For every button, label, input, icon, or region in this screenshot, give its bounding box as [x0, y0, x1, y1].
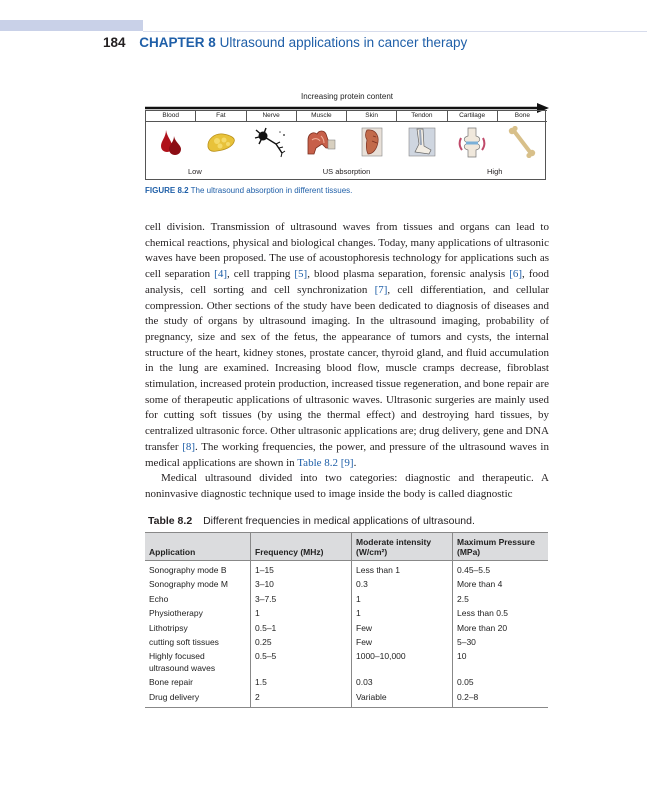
fat-icon: [196, 122, 246, 162]
tissue-label-cartilage: Cartilage: [448, 111, 498, 121]
muscle-arm-icon: [296, 122, 346, 162]
table-title: [148, 515, 475, 527]
cell-intensity: Few: [352, 621, 453, 635]
cell-application: Drug delivery: [145, 690, 251, 707]
cell-frequency: 3–10: [251, 578, 352, 592]
cell-application: Physiotherapy: [145, 607, 251, 621]
figure-ultrasound-absorption: [145, 92, 549, 182]
cell-pressure: 0.45–5.5: [457, 565, 491, 575]
cell-pressure: More than 4: [457, 579, 503, 590]
text-run: , food analysis, cell sorting and cell synchronization: [145, 268, 549, 296]
cell-intensity: Few: [352, 636, 453, 650]
citation-link[interactable]: [7]: [374, 283, 388, 296]
body-text: [145, 220, 549, 503]
tissue-icon-row: [146, 122, 547, 162]
skin-face-icon: [347, 122, 397, 162]
cell-application: Bone repair: [145, 676, 251, 690]
cell-pressure: 0.2–8: [453, 690, 549, 707]
table-row: [145, 636, 548, 650]
table-row: [145, 592, 548, 606]
cell-frequency: 1: [251, 607, 352, 621]
cell-frequency: 1.5: [251, 676, 352, 690]
cell-application: Sonography mode M: [145, 578, 251, 592]
header-color-band: [0, 20, 143, 31]
text-run: cell division. Transmission of ultrasound waves from tissues and organs can lead to chemical reactions, physical and biological changes. Today, many applications of ultrasonic waves have been proposed. The use of acoustophoresis technology for applications such as cell separation: [145, 221, 549, 281]
table-row: [145, 607, 548, 621]
table-label: Table 8.2: [148, 515, 193, 527]
scale-low-label: Low: [188, 167, 202, 176]
table-row: [145, 621, 548, 635]
cell-frequency: 0.25: [251, 636, 352, 650]
citation-link[interactable]: [9]: [340, 456, 354, 469]
scale-axis-label: US absorption: [322, 167, 371, 176]
chapter-title: Ultrasound applications in cancer therapy: [219, 35, 468, 50]
table-row: [145, 578, 548, 592]
citation-link[interactable]: [5]: [294, 268, 308, 281]
header-application: Application: [145, 533, 251, 561]
citation-link[interactable]: [4]: [214, 268, 227, 281]
cell-frequency: 3–7.5: [251, 592, 352, 606]
bone-icon: [497, 122, 547, 162]
cell-application: Lithotripsy: [145, 621, 251, 635]
figure-caption: [145, 186, 352, 195]
header-rule: [143, 31, 647, 32]
scale-high-label: High: [487, 167, 503, 176]
table-row: [145, 561, 548, 578]
cell-frequency: 0.5–1: [251, 621, 352, 635]
cell-application: Echo: [145, 592, 251, 606]
cell-intensity: 0.3: [352, 578, 453, 592]
running-header: [103, 35, 467, 50]
cell-intensity: 1: [352, 607, 453, 621]
cell-pressure: Less than 0.5: [457, 608, 509, 619]
cell-intensity: Less than 1: [352, 561, 453, 578]
table-row: [145, 676, 548, 690]
citation-link[interactable]: Table 8.2: [297, 456, 339, 469]
tissue-label-nerve: Nerve: [247, 111, 297, 121]
cartilage-knee-icon: [447, 122, 497, 162]
text-run: .: [353, 456, 357, 469]
text-run: , cell differentiation, and cellular compression. Other sections of the study have been dedicated to diagnosis of diseases and the study of organs by ultrasound imaging. In the ultrasound imaging, probability of pregnancy, size and sex of the fetus, the appearance of tumors and cysts, the internal structure of the heart, kidney stones, prostate cancer, thyroid gland, and fluid accumulation in the lung are examined. Increasing blood flow, muscle cramps decrease, fibroblast stimulation, increased protein production, increased tissue regeneration, and bone repair are some of therapeutic applications of ultrasonic waves. Ultrasonic surgeries are mainly used for cutting soft tissues (by using the thermal effect) and destroying hard tissues, by centralized ultrasonic force. Other ultrasonic applications are; drug delivery, gene and DNA transfer: [145, 283, 549, 453]
cell-pressure: 10: [457, 651, 467, 662]
text-run: . The working frequencies, the power, and pressure of the ultrasound waves in medical applications are shown in: [145, 440, 549, 469]
paragraph-2: Medical ultrasound divided into two categories: diagnostic and therapeutic. A noninvasive diagnostic technique used to image inside the body is called diagnostic: [145, 472, 549, 500]
citation-link[interactable]: [8]: [182, 440, 196, 453]
chapter-label: CHAPTER 8: [139, 35, 216, 50]
tissue-label-skin: Skin: [347, 111, 397, 121]
neuron-icon: [246, 122, 296, 162]
page-number: 184: [103, 35, 126, 50]
cell-pressure: 0.05: [457, 677, 474, 688]
frequency-table: [145, 532, 548, 708]
cell-pressure: More than 20: [457, 622, 508, 633]
table-caption: Different frequencies in medical applications of ultrasound.: [203, 515, 475, 527]
table-header-row: [145, 533, 548, 561]
cell-intensity: Variable: [352, 690, 453, 707]
cell-intensity: 1: [352, 592, 453, 606]
table-body: [145, 561, 548, 708]
header-intensity: Moderate intensity (W/cm²): [352, 533, 453, 561]
header-frequency: Frequency (MHz): [251, 533, 352, 561]
tendon-foot-icon: [397, 122, 447, 162]
cell-application: cutting soft tissues: [145, 636, 251, 650]
tissue-panel: [145, 110, 546, 180]
tissue-label-bone: Bone: [514, 112, 530, 119]
cell-frequency: 0.5–5: [251, 650, 352, 676]
figure-caption-text: The ultrasound absorption in different tissues.: [190, 186, 353, 195]
table-row: [145, 650, 548, 676]
cell-pressure: 2.5: [457, 593, 469, 604]
tissue-label-muscle: Muscle: [297, 111, 347, 121]
tissue-label-tendon: Tendon: [397, 111, 447, 121]
cell-intensity: 0.03: [352, 676, 453, 690]
blood-drop-icon: [146, 122, 196, 162]
text-run: , cell trapping: [226, 268, 295, 281]
figure-caption-label: FIGURE 8.2: [145, 186, 189, 195]
text-run: , blood plasma separation, forensic analysis: [307, 268, 510, 281]
tissue-label-blood: Blood: [146, 111, 196, 121]
tissue-label-fat: Fat: [196, 111, 246, 121]
table-row: [145, 690, 548, 707]
protein-trend-label: Increasing protein content: [300, 92, 394, 101]
tissue-label-row: [146, 110, 547, 122]
cell-application: Sonography mode B: [145, 561, 251, 578]
cell-intensity: 1000–10,000: [352, 650, 453, 676]
cell-frequency: 1–15: [251, 561, 352, 578]
cell-application: Highly focused ultrasound waves: [145, 650, 251, 676]
paragraph-1: [145, 220, 549, 471]
header-pressure: Maximum Pressure (MPa): [453, 533, 549, 561]
cell-pressure: 5–30: [457, 637, 476, 648]
cell-frequency: 2: [251, 690, 352, 707]
citation-link[interactable]: [6]: [509, 268, 523, 281]
